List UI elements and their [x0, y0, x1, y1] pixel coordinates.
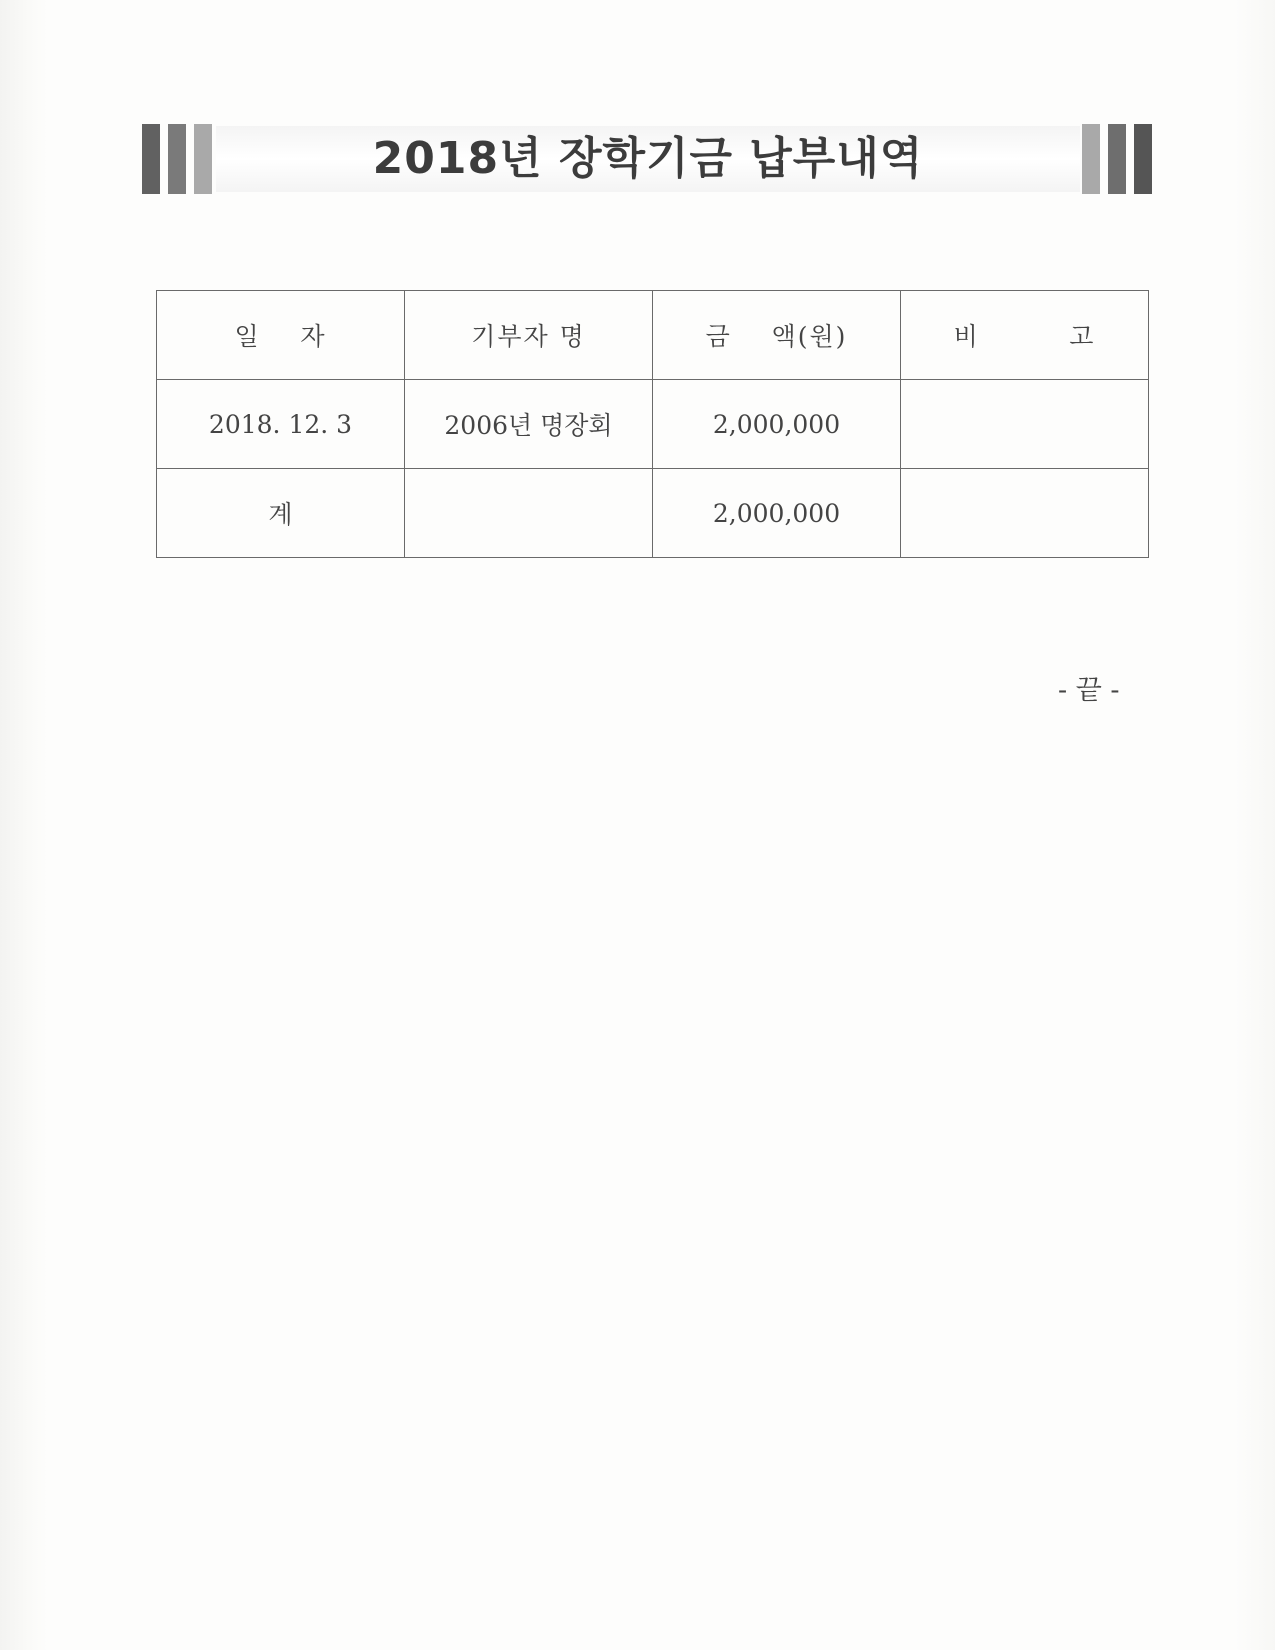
- title-bar-decoration: [1108, 124, 1126, 194]
- cell-total-label: 계: [157, 469, 405, 558]
- cell-note: [901, 380, 1149, 469]
- cell-date: 2018. 12. 3: [157, 380, 405, 469]
- title-bars-right: [1080, 124, 1154, 194]
- header-amount: 금 액(원): [653, 291, 901, 380]
- donation-table: [156, 290, 1149, 558]
- cell-amount: 2,000,000: [653, 380, 901, 469]
- cell-total-amount: 2,000,000: [653, 469, 901, 558]
- cell-total-donor: [405, 469, 653, 558]
- page-title: 2018년 장학기금 납부내역: [372, 133, 924, 184]
- title-banner: [142, 124, 1154, 194]
- table-total-row: [157, 469, 1149, 558]
- scan-edge-left: [0, 0, 48, 1650]
- header-note: 비 고: [901, 291, 1149, 380]
- header-date: 일 자: [157, 291, 405, 380]
- cell-donor: 2006년 명장회: [405, 380, 653, 469]
- end-mark: - 끝 -: [1058, 675, 1120, 706]
- title-bar-decoration: [1082, 124, 1100, 194]
- title-bar-decoration: [1134, 124, 1152, 194]
- header-donor: 기부자 명: [405, 291, 653, 380]
- cell-total-note: [901, 469, 1149, 558]
- table-header-row: [157, 291, 1149, 380]
- scan-edge-right: [1235, 0, 1275, 1650]
- table-row: [157, 380, 1149, 469]
